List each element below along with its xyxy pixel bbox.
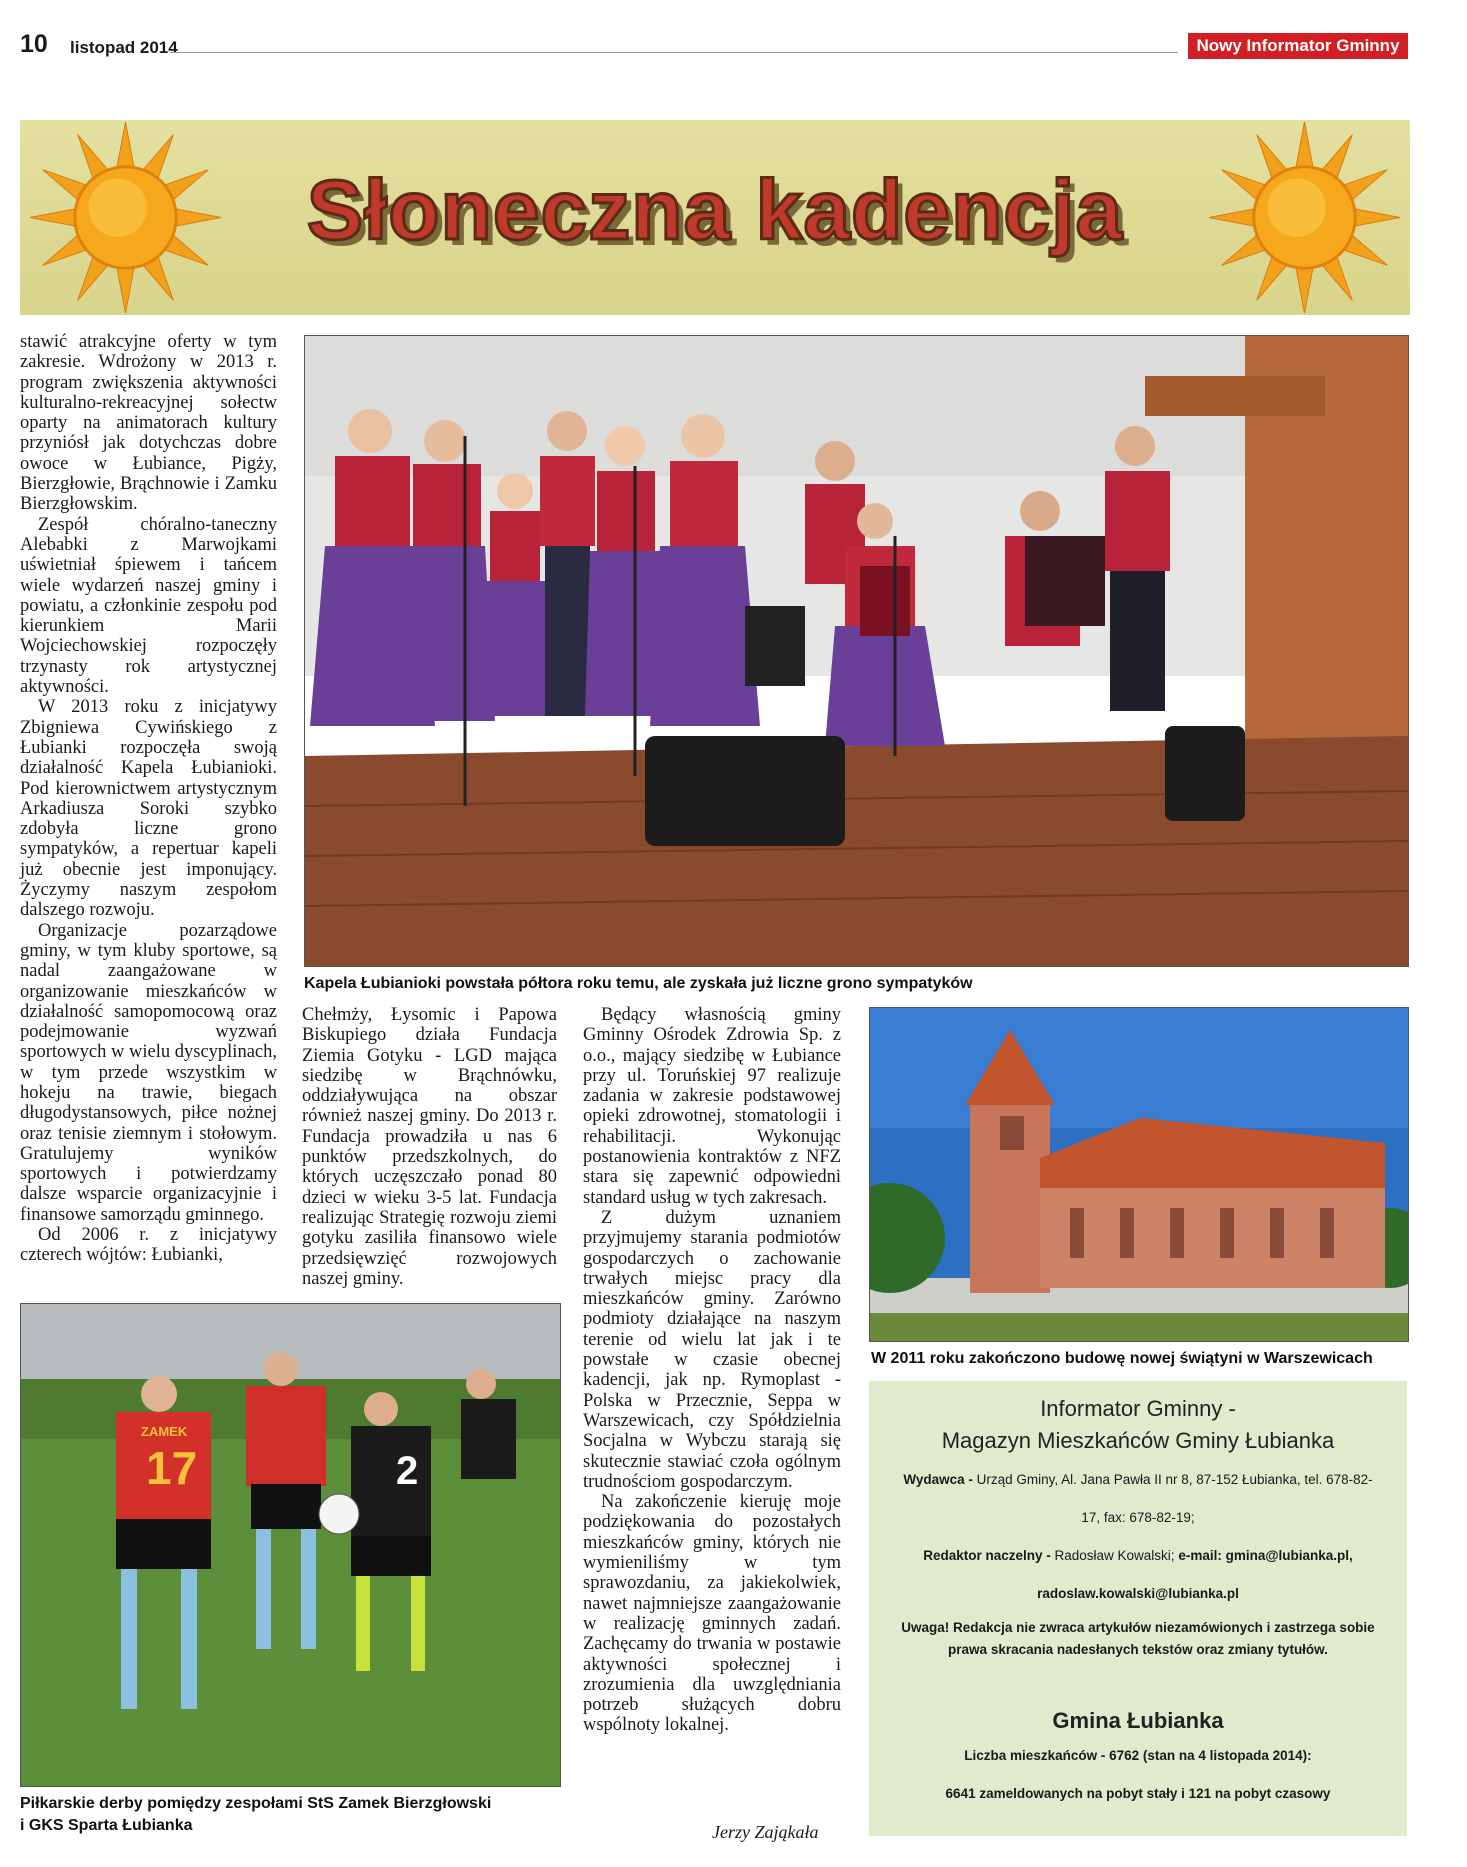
- church-photo-caption: W 2011 roku zakończono budowę nowej świątyni w Warszewicach: [871, 1350, 1373, 1367]
- church-photo: [869, 1007, 1409, 1342]
- gmina-title: Gmina Łubianka: [1052, 1708, 1224, 1733]
- notice-line: prawa skracania nadesłanych tekstów oraz zmiany tytułów.: [948, 1642, 1328, 1657]
- band-photo-caption: Kapela Łubianioki powstała półtora roku temu, ale zyskała już liczne grono sympatyków: [304, 975, 973, 992]
- paragraph: Z dużym uznaniem przyjmujemy starania podmiotów gospodarczych o zachowanie trwałych miejsc pracy dla mieszkańców gminy. Zarówno podmioty działające na naszym terenie od wielu lat jak i te powstałe w czasie obecnej kadencji, jak np. Rymoplast - Polska w Przecznie, Seppa w Warszewicach, czy Spółdzielnia Socjalna w Wybczu starają się skutecznie stawiać czoła ogólnym trudnościom gospodarczym.: [583, 1207, 841, 1492]
- publisher-contact: 17, fax: 678-82-19;: [1081, 1510, 1195, 1525]
- title-banner: [20, 120, 1410, 315]
- editor-email: e-mail: gmina@lubianka.pl,: [1178, 1548, 1353, 1563]
- jersey-number: 2: [396, 1449, 419, 1493]
- paragraph: Będący własnością gminy Gminny Ośrodek Zdrowia Sp. z o.o., mający siedzibę w Łubiance przy ul. Toruńskiej 97 realizuje zadania w zakresie podstawowej opieki zdrowotnej, stomatologii i rehabilitacji. Wykonując postanowienia kontraktów z NFZ stara się zapewnić odpowiedni standard usług w tych zakresach.: [583, 1005, 841, 1208]
- editor-name: Radosław Kowalski;: [1050, 1548, 1175, 1563]
- football-photo: [20, 1303, 561, 1787]
- article-author: Jerzy Zająkała: [712, 1822, 819, 1842]
- jersey-number: 17: [146, 1442, 198, 1494]
- paragraph: stawić atrakcyjne oferty w tym zakresie. Wdrożony w 2013 r. program zwiększenia aktywności kulturalno-rekreacyjnej sołectw oparty na animatorach kultury przyniósł jak dotychczas dobre owoce w Łubiance, Pigży, Bierzgłowie, Brąchnowie i Zamku Bierzgłowskim.: [20, 332, 277, 515]
- notice-line: Uwaga! Redakcja nie zwraca artykułów niezamówionych i zastrzega sobie: [901, 1620, 1375, 1635]
- masthead-subtitle: Magazyn Mieszkańców Gminy Łubianka: [941, 1428, 1335, 1453]
- publisher-address: Urząd Gminy, Al. Jana Pawła II nr 8, 87-152 Łubianka, tel. 678-82-: [972, 1472, 1373, 1487]
- paragraph: Na zakończenie kieruję moje podziękowania do pozostałych mieszkańców gminy, których nie wymieniliśmy w tym sprawozdaniu, za jakiekolwiek, nawet najmniejsze zaangażowanie w realizację gminnych zadań. Zachęcamy do trwania w postawie aktywności społecznej i zrozumienia dla uwzględniania potrzeb służących dobru wspólnoty lokalnej.: [583, 1492, 841, 1736]
- paragraph: Organizacje pozarządowe gminy, w tym kluby sportowe, są nadal zaangażowane w organizowanie mieszkańców w działalność samopomocową oraz podejmowanie wyzwań sportowych w wielu dyscyplinach, w tym przede wszystkim w hokeju na trawie, biegach długodystansowych, piłce nożnej oraz tenisie ziemnym i stołowym. Gratulujemy wyników sportowych i potwierdzamy dalsze wsparcie organizacyjnie i finansowe samorządu gminnego.: [20, 920, 277, 1225]
- paragraph: Zespół chóralno-taneczny Alebabki z Marwojkami uświetniał śpiewem i tańcem wiele wydarzeń naszej gminy i powiatu, a członkinie zespołu pod kierunkiem Marii Wojciechowskiej rozpoczęły trzynasty rok artystycznej aktywności.: [20, 514, 277, 698]
- population-detail: 6641 zameldowanych na pobyt stały i 121 na pobyt czasowy: [945, 1786, 1331, 1801]
- editor-label: Redaktor naczelny -: [923, 1548, 1051, 1563]
- band-photo: [304, 335, 1409, 967]
- paragraph: Od 2006 r. z inicjatywy czterech wójtów: Łubianki,: [20, 1225, 277, 1266]
- caption-line: i GKS Sparta Łubianka: [20, 1817, 193, 1834]
- masthead-title: Informator Gminny -: [1040, 1396, 1236, 1421]
- page-number: 10: [20, 30, 48, 58]
- masthead-info-box: [869, 1381, 1407, 1836]
- editor-email-address: radoslaw.kowalski@lubianka.pl: [1037, 1586, 1239, 1601]
- editor-line: [869, 1537, 1407, 1575]
- caption-line: Piłkarskie derby pomiędzy zespołami StS Zamek Bierzgłowski: [20, 1795, 492, 1812]
- header-rule: [170, 52, 1178, 53]
- article-column-3: [583, 1005, 841, 1736]
- publisher-line: [869, 1461, 1407, 1499]
- page-title: Słoneczna kadencja: [306, 163, 1124, 257]
- football-photo-caption: [20, 1793, 580, 1837]
- population-line: Liczba mieszkańców - 6762 (stan na 4 listopada 2014):: [964, 1748, 1312, 1763]
- paragraph: W 2013 roku z inicjatywy Zbigniewa Cywińskiego z Łubianki rozpoczęła swoją działalność Kapela Łubianioki. Pod kierownictwem artystycznym Arkadiusza Soroki szybko zdobyła liczne grono sympatyków, a repertuar kapeli już obecnie jest imponujący. Życzymy naszym zespołom dalszego rozwoju.: [20, 697, 277, 921]
- editorial-notice: [869, 1617, 1407, 1661]
- article-column-2: [302, 1005, 557, 1289]
- editor-email-2: [869, 1575, 1407, 1613]
- paragraph: Chełmży, Łysomic i Papowa Biskupiego działa Fundacja Ziemia Gotyku - LGD mająca siedzibę w Brąchnówku, oddziaływująca na obszar również naszej gminy. Do 2013 r. Fundacja prowadziła u nas 6 punktów przedszkolnych, do których uczęszczało ponad 80 dzieci w wieku 3-5 lat. Fundacja realizując Strategię rozwoju ziemi gotyku zasiliła finansowo wiele przedsięwzięć rozwojowych naszej gminy.: [302, 1005, 557, 1289]
- article-column-1: [20, 332, 277, 1266]
- jersey-team: ZAMEK: [141, 1424, 188, 1439]
- publication-name: Nowy Informator Gminny: [1188, 33, 1408, 59]
- publisher-label: Wydawca -: [903, 1472, 973, 1487]
- issue-date: listopad 2014: [70, 38, 178, 57]
